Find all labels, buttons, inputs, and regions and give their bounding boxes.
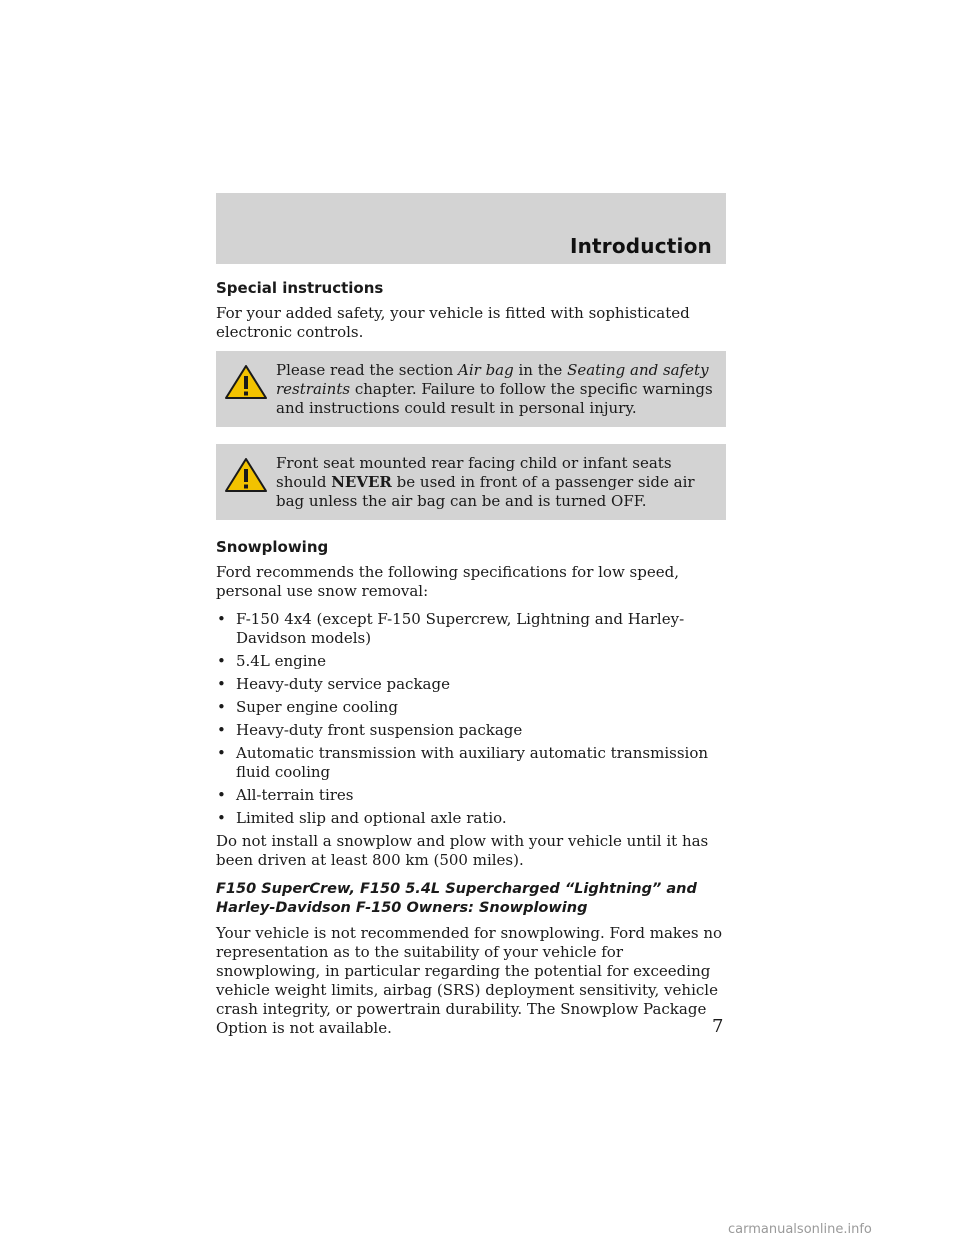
page-number: 7 — [712, 1016, 724, 1037]
list-item-text: All-terrain tires — [236, 786, 354, 804]
list-item — [216, 675, 726, 694]
warning-triangle-icon — [224, 457, 268, 493]
warning-box-air-bag — [216, 351, 726, 427]
bullet-icon: • — [217, 721, 226, 739]
list-item-text: Limited slip and optional axle ratio. — [236, 809, 507, 827]
warning1-air-bag-ref: Air bag — [458, 361, 514, 379]
bullet-icon: • — [217, 786, 226, 804]
snowplowing-break-in-note: Do not install a snowplow and plow with your vehicle until it has been driven at least 800 km (500 miles). — [216, 832, 709, 869]
bullet-icon: • — [217, 675, 226, 693]
owners-heading: F150 SuperCrew, F150 5.4L Supercharged “Lightning” and Harley-Davidson F-150 Owners: Snowplowing — [216, 881, 697, 916]
warning1-text-b: in the — [513, 361, 568, 379]
list-item — [216, 610, 726, 648]
warning-triangle-icon — [224, 364, 268, 400]
special-instructions-heading: Special instructions — [216, 279, 384, 297]
page-content — [216, 278, 726, 1047]
section-title: Introduction — [569, 234, 712, 258]
warning-box-child-seat — [216, 444, 726, 520]
section-header-band — [216, 193, 726, 264]
list-item-text: Automatic transmission with auxiliary automatic transmission fluid cooling — [236, 744, 709, 781]
snowplowing-heading: Snowplowing — [216, 538, 329, 556]
snowplowing-intro: Ford recommends the following specifications for low speed, personal use snow removal: — [216, 563, 679, 600]
warning1-chapter-ref: Seating and safety restraints — [276, 361, 709, 398]
warning2-text-a: Front seat mounted rear facing child or infant seats should — [276, 454, 672, 491]
list-item-text: 5.4L engine — [236, 652, 327, 670]
special-instructions-intro: For your added safety, your vehicle is fitted with sophisticated electronic controls. — [216, 304, 690, 341]
list-item — [216, 809, 726, 828]
list-item-text: Heavy-duty front suspension package — [236, 721, 523, 739]
list-item-text: Heavy-duty service package — [236, 675, 450, 693]
bullet-icon: • — [217, 809, 226, 827]
list-item-text: Super engine cooling — [236, 698, 398, 716]
watermark: carmanualsonline.info — [728, 1222, 872, 1237]
list-item — [216, 698, 726, 717]
list-item — [216, 652, 726, 671]
warning2-text-b: be used in front of a passenger side air bag unless the air bag can be and is turned OFF. — [276, 473, 695, 510]
warning1-text-a: Please read the section — [276, 361, 459, 379]
bullet-icon: • — [217, 698, 226, 716]
bullet-icon: • — [217, 652, 226, 670]
owners-text: Your vehicle is not recommended for snowplowing. Ford makes no representation as to the suitability of your vehicle for snowplowing, in particular regarding the potential for exceeding vehicle weight limits, airbag (SRS) deployment sensitivity, vehicle crash integrity, or powertrain durability. The Snowplow Package Option is not available. — [216, 924, 723, 1037]
warning2-never: NEVER — [331, 473, 392, 491]
list-item — [216, 744, 726, 782]
list-item — [216, 721, 726, 740]
snowplowing-spec-list — [216, 610, 726, 828]
bullet-icon: • — [217, 610, 226, 628]
list-item-text: F-150 4x4 (except F-150 Supercrew, Lightning and Harley-Davidson models) — [236, 610, 685, 647]
bullet-icon: • — [217, 744, 226, 762]
list-item — [216, 786, 726, 805]
warning1-text-c: chapter. Failure to follow the specific warnings and instructions could result in personal injury. — [276, 380, 713, 417]
